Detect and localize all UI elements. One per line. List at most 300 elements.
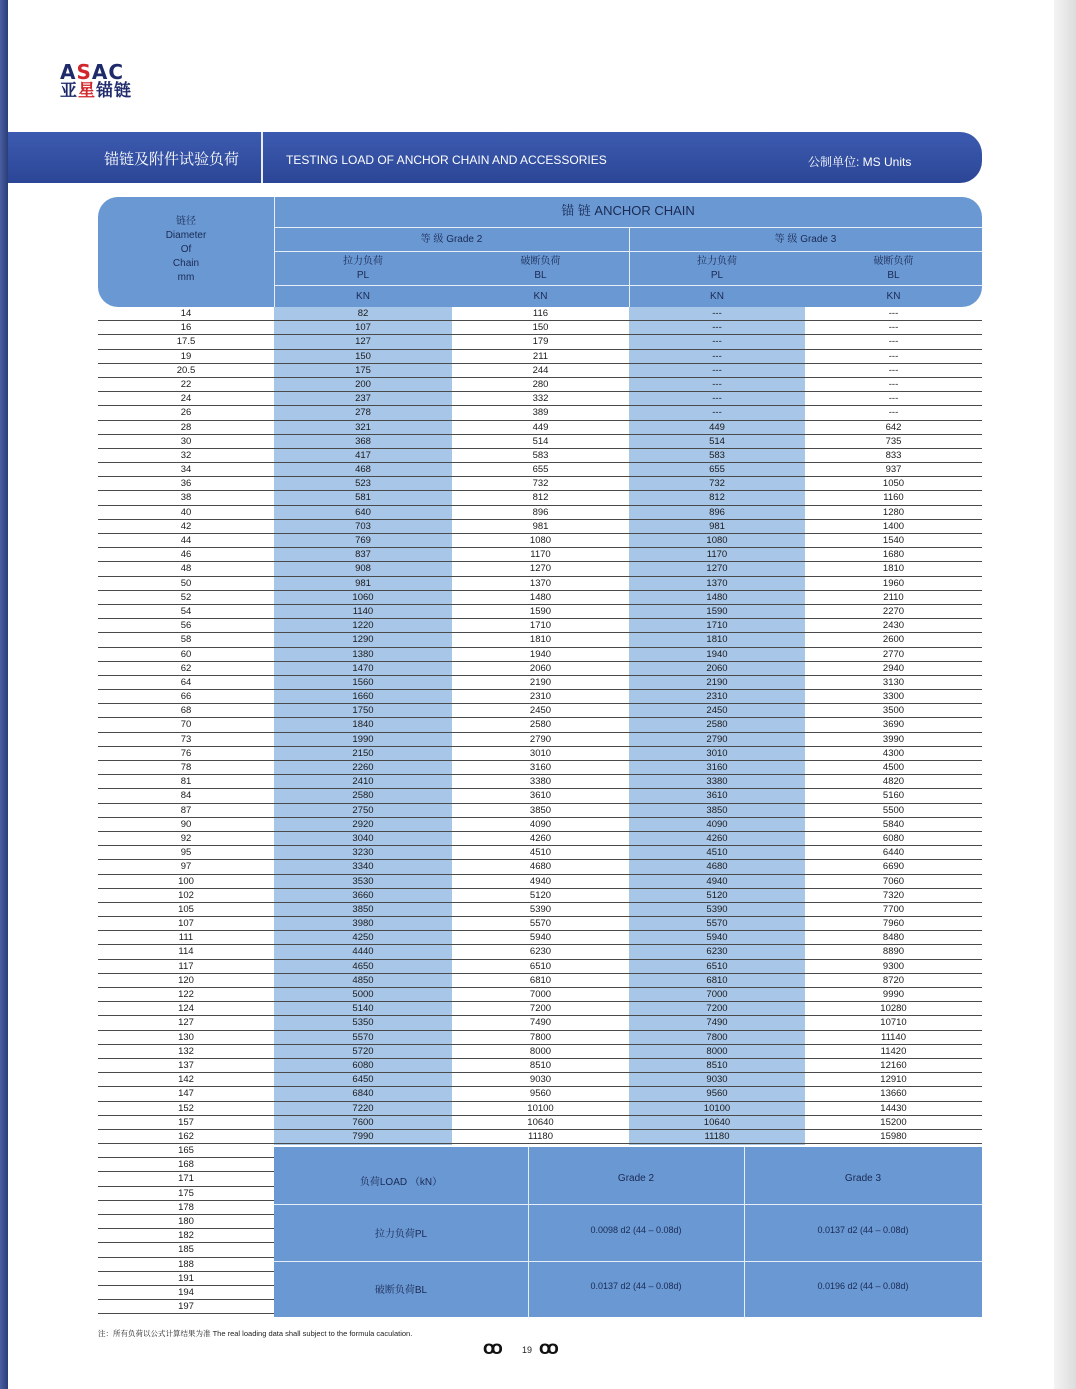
table-row (98, 1045, 982, 1059)
table-row (98, 548, 982, 562)
cell-g3-pl: --- (712, 378, 722, 390)
cell-g3-bl: 3990 (882, 733, 905, 745)
cell-g2-bl: 1710 (529, 620, 552, 632)
cell-diameter: 24 (180, 393, 192, 405)
cell-diameter: 52 (180, 591, 192, 603)
cell-g3-bl: 9990 (882, 989, 905, 1000)
cell-g2-pl: 769 (355, 535, 371, 546)
cell-diameter: 20.5 (176, 364, 196, 376)
cell-g3-bl: 4300 (882, 747, 905, 759)
formula-rule (274, 1261, 982, 1262)
cell-g3-pl: 896 (709, 506, 725, 518)
table-row (98, 491, 982, 505)
header-rule (274, 285, 982, 286)
cell-g3-bl: 12160 (880, 1059, 907, 1071)
table-row (98, 860, 982, 874)
header-diameter-cn: 链径 (176, 216, 196, 227)
cell-g3-bl: --- (888, 322, 899, 334)
cell-g3-bl: 1400 (882, 520, 905, 532)
cell-g2-pl: 2580 (352, 790, 374, 802)
cell-g2-pl: 1140 (352, 605, 374, 617)
cell-g2-pl: 1470 (352, 662, 374, 674)
cell-diameter: 50 (180, 577, 192, 589)
cell-g2-pl: 7220 (352, 1102, 374, 1114)
cell-g3-bl: 3500 (882, 705, 905, 717)
cell-diameter: 22 (180, 378, 192, 390)
logo-chinese-name: 亚星锚链 (60, 81, 132, 101)
cell-g3-pl: --- (712, 308, 722, 319)
cell-g3-bl: 10710 (880, 1017, 907, 1029)
cell-g2-pl: 7600 (352, 1116, 374, 1128)
cell-g3-pl: --- (712, 364, 722, 376)
cell-g2-bl: 2190 (529, 676, 552, 688)
cell-g3-pl: --- (712, 336, 722, 348)
cell-g2-pl: 908 (355, 563, 371, 575)
cell-g2-pl: 2750 (352, 804, 374, 816)
formula-rule (274, 1204, 982, 1205)
cell-g2-bl: 655 (532, 464, 549, 476)
formula-block (274, 1147, 982, 1317)
header-diameter-unit: mm (177, 272, 195, 283)
cell-g2-bl: 4090 (529, 818, 552, 830)
cell-g3-pl: 6230 (706, 946, 728, 958)
cell-g3-pl: 981 (709, 520, 725, 532)
cell-g3-pl: 1940 (706, 648, 728, 660)
header-unit-g3-bl: KN (886, 291, 901, 302)
cell-diameter: 54 (180, 605, 192, 617)
cell-g2-bl: 6230 (529, 946, 552, 958)
cell-g3-pl: 9030 (706, 1074, 728, 1086)
cell-g3-pl: --- (712, 322, 722, 334)
table-row (98, 1102, 982, 1116)
cell-g2-bl: 1270 (529, 563, 552, 575)
table-row (98, 619, 982, 633)
cell-g3-pl: 4260 (706, 832, 728, 844)
cell-g3-pl: --- (712, 393, 722, 405)
cell-g3-pl: 8000 (706, 1045, 728, 1057)
cell-g3-bl: --- (888, 407, 899, 419)
cell-g3-pl: 8510 (706, 1059, 728, 1071)
cell-g2-bl: 981 (532, 520, 549, 532)
cell-g2-pl: 7990 (352, 1130, 374, 1142)
cell-g2-bl: 7200 (529, 1003, 552, 1015)
cell-g2-bl: 5570 (529, 918, 552, 930)
cell-g2-pl: 5350 (352, 1017, 374, 1029)
cell-g2-bl: 2450 (529, 705, 552, 717)
cell-g3-pl: 6810 (706, 974, 728, 986)
cell-g2-bl: 7000 (529, 989, 552, 1000)
cell-diameter: 46 (180, 549, 192, 561)
cell-g3-bl: 7060 (882, 875, 905, 887)
table-row (98, 1031, 982, 1045)
cell-g2-pl: 3530 (352, 875, 374, 887)
cell-g3-bl: 10280 (880, 1003, 907, 1015)
cell-g2-pl: 1660 (352, 691, 374, 703)
cell-diameter: 95 (180, 847, 192, 859)
cell-g3-bl: 15980 (880, 1130, 907, 1142)
table-row (98, 406, 982, 420)
cell-g3-bl: 6690 (882, 861, 905, 873)
cell-g2-pl: 200 (355, 378, 371, 390)
cell-diameter: 127 (178, 1017, 194, 1029)
table-row (98, 1258, 274, 1272)
cell-g2-pl: 523 (355, 478, 371, 490)
cell-g3-pl: 2310 (706, 691, 728, 703)
cell-g2-bl: 332 (532, 393, 549, 405)
cell-g3-bl: 14430 (880, 1102, 907, 1114)
cell-diameter: 48 (180, 563, 192, 575)
cell-g2-pl: 1060 (352, 591, 374, 603)
cell-diameter: 180 (178, 1216, 194, 1227)
cell-g2-pl: 127 (355, 336, 371, 348)
cell-g3-pl: 2580 (706, 719, 728, 731)
table-row (98, 1201, 274, 1215)
cell-g2-bl: 4940 (529, 875, 552, 887)
cell-g3-pl: 7800 (706, 1031, 728, 1043)
cell-g2-pl: 2150 (352, 747, 374, 759)
cell-g3-pl: 6510 (706, 960, 728, 972)
cell-g3-bl: 2270 (882, 605, 905, 617)
cell-g3-pl: 2450 (706, 705, 728, 717)
header-unit-g2-bl: KN (533, 291, 548, 302)
cell-g2-pl: 82 (357, 308, 369, 319)
cell-diameter: 68 (180, 705, 192, 717)
cell-g2-pl: 6450 (352, 1074, 374, 1086)
cell-diameter: 111 (178, 932, 194, 944)
cell-g2-pl: 1990 (352, 733, 374, 745)
cell-g2-pl: 640 (355, 506, 371, 518)
header-g3-pl-cn: 拉力负荷 (697, 256, 737, 267)
logo-wordmark: ASAC (60, 60, 125, 84)
cell-g3-pl: 5940 (706, 932, 728, 944)
cell-g2-pl: 4250 (352, 932, 374, 944)
cell-diameter: 100 (178, 875, 194, 887)
table-row (98, 718, 982, 732)
formula-pl-grade2: 0.0098 d2 (44 – 0.08d) (590, 1224, 682, 1235)
cell-g2-pl: 981 (355, 577, 371, 589)
banner-title-cn: 锚链及附件试验负荷 (104, 151, 240, 168)
table-row (98, 1172, 274, 1186)
table-row (98, 421, 982, 435)
formula-grade2: Grade 2 (617, 1172, 655, 1184)
table-row (98, 974, 982, 988)
cell-g2-pl: 6840 (352, 1088, 374, 1100)
cell-g3-pl: 3850 (706, 804, 728, 816)
formula-bl-grade2: 0.0137 d2 (44 – 0.08d) (590, 1280, 682, 1291)
table-row (98, 1187, 274, 1201)
cell-g2-pl: 1750 (352, 705, 374, 717)
cell-diameter: 66 (180, 691, 192, 703)
table-row (98, 1116, 982, 1130)
page-number-value: 19 (522, 1345, 533, 1355)
table-row (98, 350, 982, 364)
cell-g3-bl: 1160 (883, 492, 904, 504)
table-row (98, 761, 982, 775)
cell-g2-bl: 389 (532, 407, 549, 419)
cell-diameter: 92 (180, 832, 192, 844)
table-row (98, 534, 982, 548)
cell-diameter: 28 (180, 421, 192, 433)
table-row (98, 605, 982, 619)
cell-g2-bl: 9030 (529, 1074, 552, 1086)
cell-g3-bl: 3300 (882, 691, 905, 703)
table-row (98, 903, 982, 917)
cell-g2-bl: 2580 (529, 719, 552, 731)
cell-diameter: 16 (180, 322, 192, 334)
header-g2-bl (452, 255, 629, 283)
table-row (98, 1300, 274, 1314)
cell-g2-bl: 732 (532, 478, 549, 490)
cell-g3-pl: 4680 (706, 861, 728, 873)
cell-g3-bl: 2940 (882, 662, 905, 674)
page-number (483, 1342, 573, 1358)
cell-g2-bl: 1590 (529, 605, 552, 617)
table-row (98, 1144, 274, 1158)
table-row (98, 378, 982, 392)
banner-units: 公制单位: MS Units (808, 155, 912, 169)
cell-diameter: 185 (178, 1244, 194, 1256)
cell-g3-bl: 8890 (882, 946, 905, 958)
cell-g2-pl: 368 (355, 435, 371, 447)
cell-g3-pl: 3160 (706, 762, 728, 773)
cell-diameter: 130 (178, 1031, 194, 1043)
table-row (98, 321, 982, 335)
cell-g3-bl: 3690 (882, 719, 905, 731)
cell-g3-pl: 9560 (706, 1088, 728, 1100)
page-edge-left (0, 0, 8, 1389)
cell-g2-bl: 5390 (529, 903, 552, 915)
cell-diameter: 60 (180, 648, 192, 660)
cell-g2-bl: 280 (532, 378, 549, 390)
cell-g2-bl: 9560 (529, 1088, 552, 1100)
cell-g2-bl: 1940 (529, 648, 552, 660)
cell-diameter: 182 (178, 1230, 194, 1242)
cell-g2-pl: 1380 (352, 648, 374, 660)
cell-g2-bl: 10640 (527, 1116, 554, 1128)
cell-g2-pl: 4440 (352, 946, 374, 958)
cell-g2-pl: 2920 (352, 818, 374, 830)
cell-diameter: 70 (180, 719, 192, 731)
header-g3-bl-cn: 破断负荷 (873, 256, 914, 267)
cell-g2-pl: 4650 (352, 960, 374, 972)
table-row (98, 1016, 982, 1030)
table-row (98, 335, 982, 349)
table-row (98, 662, 982, 676)
cell-g3-bl: 1540 (882, 535, 905, 546)
cell-g2-pl: 4850 (352, 974, 374, 986)
cell-g3-pl: 10640 (703, 1116, 731, 1128)
cell-diameter: 137 (178, 1059, 194, 1071)
cell-g3-pl: 655 (709, 464, 725, 476)
cell-diameter: 162 (178, 1130, 194, 1142)
header-g3-bl-en: BL (887, 270, 900, 281)
cell-g2-pl: 3660 (352, 889, 374, 901)
cell-g3-pl: 2060 (706, 662, 728, 674)
table-row (98, 1215, 274, 1229)
cell-g3-pl: 732 (709, 478, 725, 490)
cell-g2-pl: 6080 (352, 1059, 374, 1071)
cell-g2-bl: 896 (532, 506, 549, 518)
table-row (98, 1243, 274, 1257)
cell-diameter: 157 (178, 1116, 194, 1128)
table-row (98, 307, 982, 321)
header-g2-pl-cn: 拉力负荷 (343, 256, 383, 267)
cell-diameter: 44 (180, 535, 192, 546)
table-row (98, 1229, 274, 1243)
cell-diameter: 147 (178, 1088, 194, 1100)
cell-g2-bl: 1370 (529, 577, 552, 589)
header-g2-bl-en: BL (534, 270, 547, 281)
table-row (98, 648, 982, 662)
cell-g2-pl: 5570 (352, 1031, 374, 1043)
header-g3-pl (629, 255, 805, 283)
cell-diameter: 197 (178, 1301, 194, 1313)
cell-g3-bl: 11420 (880, 1045, 907, 1057)
table-row (98, 960, 982, 974)
table-row (98, 775, 982, 789)
cell-g3-bl: 8480 (882, 932, 905, 944)
cell-g3-bl: 4820 (882, 776, 905, 788)
table-row (98, 577, 982, 591)
formula-bl-label: 破断负荷BL (374, 1284, 428, 1296)
footnote: 注：所有负荷以公式计算结果为准 The real loading data shall subject to the formula caculation. (98, 1329, 413, 1338)
cell-diameter: 165 (178, 1145, 194, 1157)
cell-g3-bl: --- (888, 308, 899, 319)
table-row (98, 435, 982, 449)
cell-g2-bl: 583 (532, 449, 549, 461)
cell-g2-pl: 5140 (352, 1003, 374, 1015)
cell-g3-bl: 5840 (882, 818, 905, 830)
cell-g3-bl: 6080 (882, 832, 905, 844)
cell-g2-bl: 1480 (529, 591, 552, 603)
page-ornament-right: OO (539, 1342, 555, 1358)
banner-divider (261, 132, 263, 183)
cell-diameter: 19 (180, 350, 192, 362)
table-row (98, 463, 982, 477)
cell-g3-pl: 1590 (706, 605, 728, 617)
cell-g2-pl: 278 (355, 407, 371, 419)
header-rule (274, 227, 982, 228)
header-rule (274, 251, 982, 252)
cell-g2-pl: 3850 (352, 903, 374, 915)
cell-g3-pl: 3610 (706, 790, 728, 802)
cell-diameter: 132 (178, 1045, 194, 1057)
cell-g3-pl: 1270 (706, 563, 728, 575)
page-edge-right (1054, 0, 1076, 1389)
cell-g3-bl: 1280 (882, 506, 905, 518)
cell-diameter: 97 (180, 861, 192, 873)
cell-g2-bl: 1810 (529, 634, 552, 646)
page-ornament-left: OO (483, 1342, 499, 1358)
header-diameter-of: Of (180, 244, 192, 255)
cell-diameter: 102 (178, 889, 194, 901)
table-row (98, 1059, 982, 1073)
cell-diameter: 36 (180, 478, 192, 490)
cell-g2-bl: 812 (532, 492, 549, 504)
cell-g3-bl: 642 (885, 421, 902, 433)
cell-g3-pl: --- (712, 407, 722, 419)
table-row (98, 1158, 274, 1172)
cell-g3-bl: 3130 (882, 676, 905, 688)
cell-g3-bl: --- (888, 393, 899, 405)
table-row (98, 704, 982, 718)
cell-diameter: 62 (180, 662, 192, 674)
cell-diameter: 84 (180, 790, 192, 802)
table-row (98, 1286, 274, 1300)
header-grade2: 等 级 Grade 2 (420, 234, 483, 245)
cell-g2-bl: 3380 (529, 776, 552, 788)
table-row (98, 733, 982, 747)
table-row (98, 931, 982, 945)
cell-g2-bl: 3850 (529, 804, 552, 816)
cell-g2-pl: 1560 (352, 676, 374, 688)
cell-diameter: 168 (178, 1159, 194, 1171)
header-g3-bl (805, 255, 982, 283)
table-row (98, 520, 982, 534)
cell-g2-pl: 5720 (352, 1045, 374, 1057)
header-anchor-chain: 锚 链 ANCHOR CHAIN (561, 203, 695, 218)
cell-g3-bl: 7960 (882, 918, 905, 930)
cell-g3-bl: 2110 (883, 591, 904, 603)
cell-g3-pl: 7200 (706, 1003, 728, 1015)
cell-g2-pl: 468 (355, 464, 371, 476)
cell-diameter: 17.5 (176, 336, 196, 348)
cell-diameter: 191 (178, 1272, 194, 1284)
cell-g3-bl: 9300 (882, 960, 905, 972)
cell-g3-pl: 10100 (703, 1102, 731, 1114)
cell-g2-pl: 5000 (352, 989, 374, 1000)
cell-g3-pl: 5570 (706, 918, 728, 930)
cell-g3-bl: 937 (885, 464, 902, 476)
cell-diameter: 107 (178, 918, 194, 930)
cell-g3-bl: 5500 (882, 804, 905, 816)
cell-g2-bl: 514 (532, 435, 549, 447)
cell-diameter: 34 (180, 464, 192, 476)
cell-g3-bl: 1680 (882, 549, 905, 561)
cell-g3-bl: --- (888, 364, 899, 376)
cell-g3-pl: 2190 (706, 676, 728, 688)
cell-g2-bl: 2060 (529, 662, 552, 674)
cell-g3-bl: 735 (885, 435, 902, 447)
table-row (98, 818, 982, 832)
cell-diameter: 194 (178, 1286, 194, 1298)
cell-diameter: 30 (180, 435, 192, 447)
cell-g3-pl: 11180 (704, 1130, 730, 1142)
cell-g2-bl: 8510 (529, 1059, 552, 1071)
cell-g3-pl: 1480 (706, 591, 728, 603)
table-row (98, 633, 982, 647)
table-row (98, 789, 982, 803)
table-row (98, 562, 982, 576)
table-row (98, 449, 982, 463)
cell-g2-bl: 5940 (529, 932, 552, 944)
banner-title-en: TESTING LOAD OF ANCHOR CHAIN AND ACCESSORIES (286, 153, 607, 167)
cell-diameter: 188 (178, 1258, 194, 1270)
cell-g3-bl: 2430 (882, 620, 905, 632)
cell-g2-pl: 581 (355, 492, 371, 504)
cell-g3-bl: 6440 (882, 847, 905, 859)
cell-g3-pl: 3380 (706, 776, 728, 788)
cell-g2-pl: 3980 (352, 918, 374, 930)
cell-g2-bl: 150 (532, 322, 549, 334)
cell-diameter: 76 (180, 747, 192, 759)
cell-g3-bl: 7320 (882, 889, 905, 901)
header-g2-pl-en: PL (356, 270, 370, 281)
formula-bl-grade3: 0.0196 d2 (44 – 0.08d) (817, 1280, 909, 1291)
header-g3-pl-en: PL (710, 270, 724, 281)
header-diameter (98, 215, 274, 285)
cell-g3-pl: 7490 (706, 1017, 728, 1029)
